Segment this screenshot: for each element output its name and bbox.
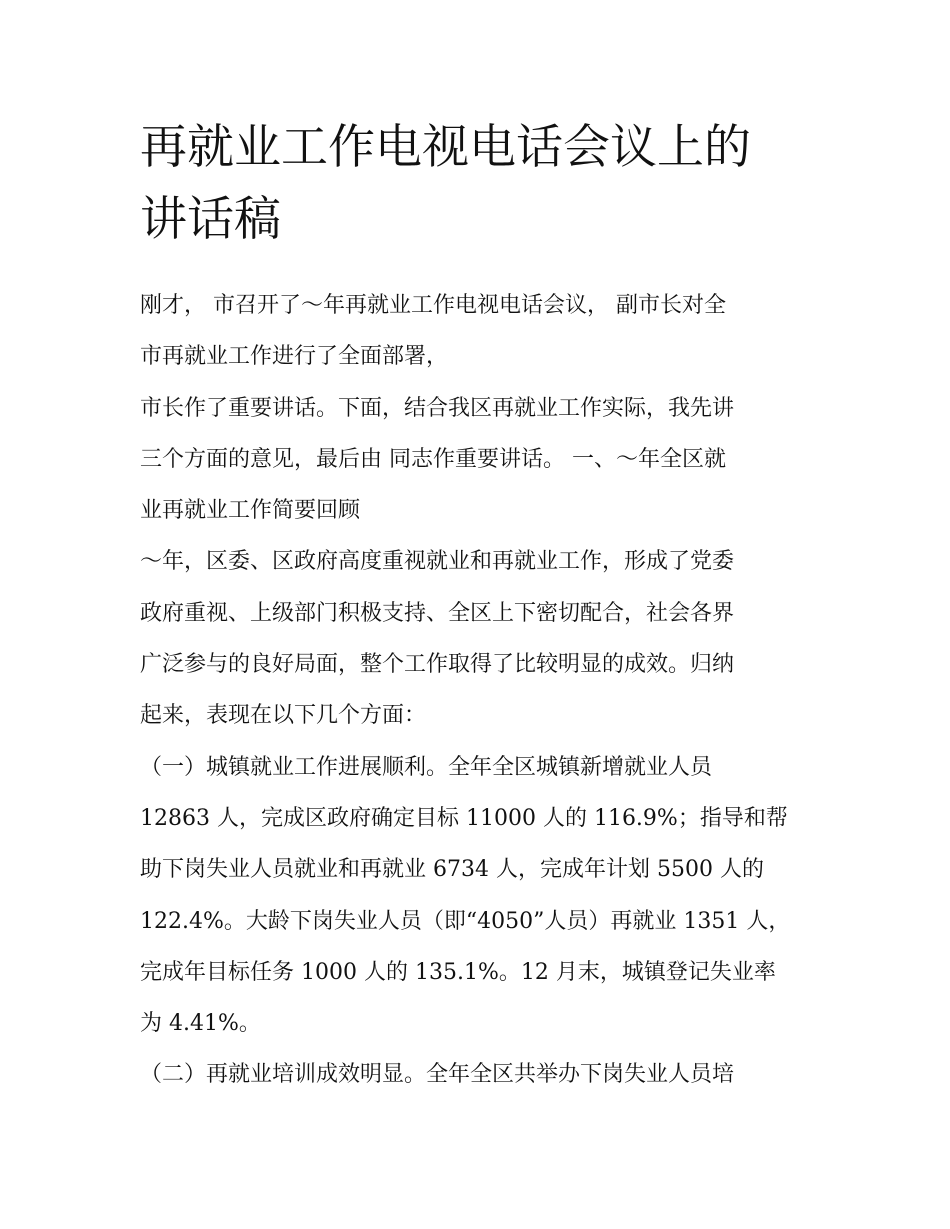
body-line: 市再就业工作进行了全面部署， bbox=[140, 344, 449, 370]
body-line: ～年，区委、区政府高度重视就业和再就业工作，形成了党委 bbox=[140, 549, 735, 575]
document-body bbox=[140, 280, 830, 1101]
body-line: 完成年目标任务 1000 人的 135.1%。12 月末，城镇登记失业率 bbox=[140, 959, 776, 985]
body-line: 12863 人，完成区政府确定目标 11000 人的 116.9%；指导和帮 bbox=[140, 805, 788, 831]
body-line: （二）再就业培训成效明显。全年全区共举办下岗失业人员培 bbox=[140, 1062, 735, 1088]
document-title bbox=[140, 112, 830, 256]
body-line: 政府重视、上级部门积极支持、全区上下密切配合，社会各界 bbox=[140, 600, 735, 626]
body-line: 刚才， 市召开了～年再就业工作电视电话会议， 副市长对全 bbox=[140, 293, 726, 318]
body-line: 起来，表现在以下几个方面： bbox=[140, 703, 427, 729]
document-content bbox=[140, 112, 830, 1101]
title-line: 讲话稿 bbox=[140, 192, 281, 247]
body-line: （一）城镇就业工作进展顺利。全年全区城镇新增就业人员 bbox=[140, 754, 713, 780]
body-line: 业再就业工作简要回顾 bbox=[140, 498, 361, 524]
body-line: 三个方面的意见，最后由 同志作重要讲话。 一、～年全区就 bbox=[140, 446, 726, 472]
title-line: 再就业工作电视电话会议上的 bbox=[140, 120, 751, 175]
body-line: 市长作了重要讲话。下面，结合我区再就业工作实际，我先讲 bbox=[140, 395, 735, 421]
body-line: 为 4.41%。 bbox=[140, 1011, 261, 1037]
body-line: 助下岗失业人员就业和再就业 6734 人，完成年计划 5500 人的 bbox=[140, 857, 764, 883]
body-line: 122.4%。大龄下岗失业人员（即“4050”人员）再就业 1351 人， bbox=[140, 908, 791, 934]
body-line: 广泛参与的良好局面，整个工作取得了比较明显的成效。归纳 bbox=[140, 652, 735, 678]
